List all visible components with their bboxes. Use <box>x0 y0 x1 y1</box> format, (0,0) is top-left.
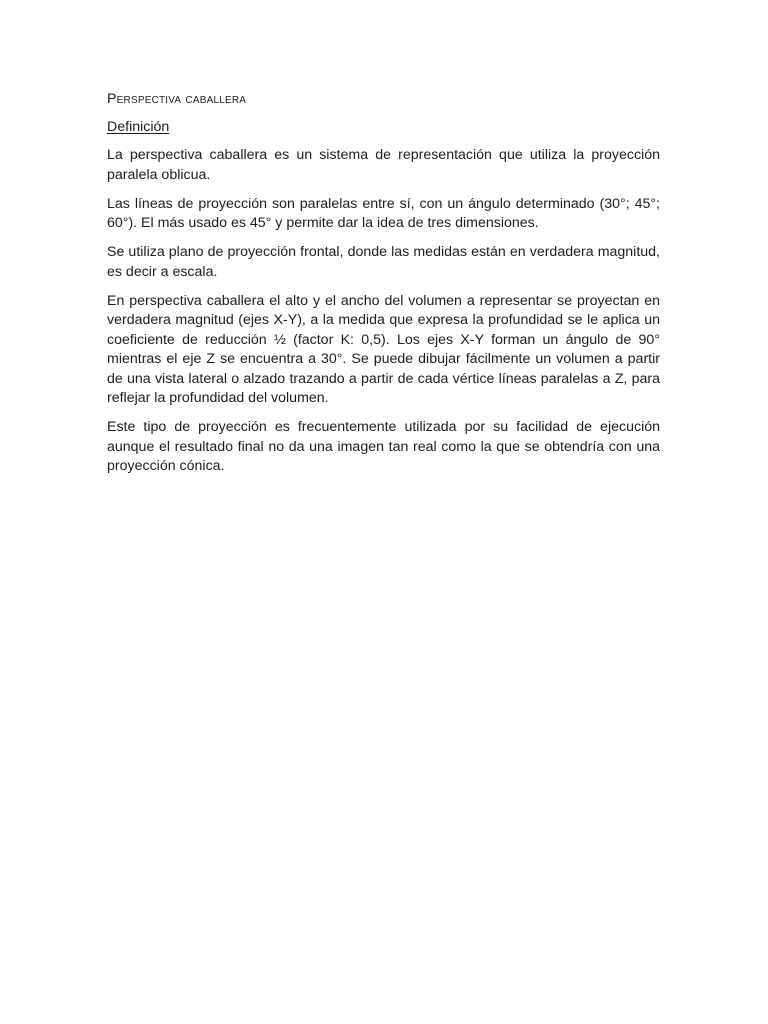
paragraph-5: Este tipo de proyección es frecuentemente utilizada por su facilidad de ejecución aunque el resultado final no da una imagen tan real como la que se obtendría con una proyección cónica. <box>107 419 660 474</box>
paragraph-1: La perspectiva caballera es un sistema de representación que utiliza la proyección paralela oblicua. <box>107 147 660 183</box>
paragraph-4: En perspectiva caballera el alto y el ancho del volumen a representar se proyectan en verdadera magnitud (ejes X-Y), a la medida que expresa la profundidad se le aplica un coeficiente de reducción ½ (factor K: 0,5). Los ejes X-Y forman un ángulo de 90° mientras el eje Z se encuentra a 30°. Se puede dibujar fácilmente un volumen a partir de una vista lateral o alzado trazando a partir de cada vértice líneas paralelas a Z, para reflejar la profundidad del volumen. <box>107 292 660 406</box>
document-body <box>107 90 660 486</box>
document-title: Perspectiva caballera <box>107 91 247 107</box>
section-heading: Definición <box>107 118 170 135</box>
paragraph-2: Las líneas de proyección son paralelas entre sí, con un ángulo determinado (30°; 45°; 60°). El más usado es 45° y permite dar la idea de tres dimensiones. <box>107 195 660 231</box>
paragraph-3: Se utiliza plano de proyección frontal, donde las medidas están en verdadera magnitud, es decir a escala. <box>107 244 660 280</box>
